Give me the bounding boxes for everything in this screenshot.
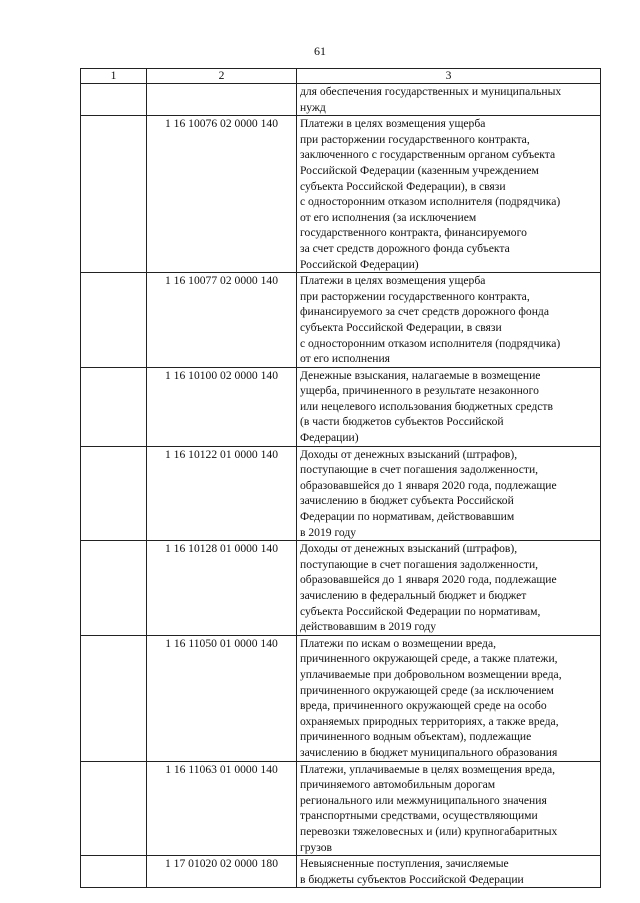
description-line: Платежи по искам о возмещении вреда, (300, 636, 496, 650)
description-line: Денежные взыскания, налагаемые в возмещение (300, 368, 541, 382)
description-line: поступающие в счет погашения задолженности, (300, 463, 539, 477)
description-line: нужд (300, 100, 326, 114)
budget-code-cell: 1 17 01020 02 0000 180 (147, 856, 297, 888)
description-cell (297, 541, 601, 636)
description-line: ущерба, причиненного в результате незаконного (300, 384, 539, 398)
description-line: регионального или межмуниципального значения (300, 793, 547, 807)
description-line: Доходы от денежных взысканий (штрафов), (300, 542, 518, 556)
table-row (81, 635, 601, 761)
budget-code-cell: 1 16 11063 01 0000 140 (147, 761, 297, 856)
header-col-3: 3 (297, 69, 601, 84)
description-line: при расторжении государственного контракта, (300, 289, 530, 303)
description-cell (297, 761, 601, 856)
description-line: Федерации по нормативам, действовавшим (300, 510, 515, 524)
description-cell (297, 116, 601, 273)
cell-col-1 (81, 856, 147, 888)
header-col-1: 1 (81, 69, 147, 84)
description-line: причиняемого автомобильным дорогам (300, 778, 496, 792)
budget-code-cell: 1 16 10077 02 0000 140 (147, 273, 297, 368)
description-line: Российской Федерации) (300, 257, 419, 271)
description-line: за счет средств дорожного фонда субъекта (300, 241, 510, 255)
description-line: образовавшейся до 1 января 2020 года, подлежащие (300, 573, 557, 587)
description-line: Платежи в целях возмещения ущерба (300, 117, 486, 131)
description-cell (297, 635, 601, 761)
description-line: Доходы от денежных взысканий (штрафов), (300, 447, 518, 461)
table-row (81, 84, 601, 116)
description-line: в бюджеты субъектов Российской Федерации (300, 872, 524, 886)
description-line: Платежи в целях возмещения ущерба (300, 274, 486, 288)
description-line: субъекта Российской Федерации), в связи (300, 179, 506, 193)
budget-code-cell: 1 16 10076 02 0000 140 (147, 116, 297, 273)
description-line: перевозки тяжеловесных и (или) крупногабаритных (300, 824, 558, 838)
description-line: уплачиваемые при добровольном возмещении вреда, (300, 667, 562, 681)
description-line: образовавшейся до 1 января 2020 года, подлежащие (300, 478, 557, 492)
description-line: при расторжении государственного контракта, (300, 132, 530, 146)
description-line: субъекта Российской Федерации, в связи (300, 320, 502, 334)
description-line: для обеспечения государственных и муниципальных (300, 85, 562, 98)
table-row (81, 446, 601, 541)
table-row (81, 856, 601, 888)
description-line: субъекта Российской Федерации по нормативам, (300, 604, 541, 618)
description-cell (297, 856, 601, 888)
description-line: зачислению в бюджет муниципального образования (300, 745, 558, 759)
table-row (81, 273, 601, 368)
table-row (81, 367, 601, 446)
description-line: причиненного окружающей среде (за исключением (300, 683, 554, 697)
description-line: финансируемого за счет средств дорожного фонда (300, 305, 549, 319)
header-row (81, 69, 601, 84)
budget-code-cell (147, 84, 297, 116)
description-line: Невыясненные поступления, зачисляемые (300, 857, 509, 871)
description-line: от его исполнения (300, 352, 390, 366)
description-line: с односторонним отказом исполнителя (подрядчика) (300, 195, 561, 209)
description-line: с односторонним отказом исполнителя (подрядчика) (300, 336, 561, 350)
cell-col-1 (81, 84, 147, 116)
table-row (81, 761, 601, 856)
description-line: грузов (300, 840, 332, 854)
cell-col-1 (81, 367, 147, 446)
description-line: вреда, причиненного окружающей среде на особо (300, 699, 547, 713)
header-col-2: 2 (147, 69, 297, 84)
description-line: Платежи, уплачиваемые в целях возмещения вреда, (300, 762, 556, 776)
description-line: в 2019 году (300, 525, 357, 539)
description-cell (297, 84, 601, 116)
page-number: 61 (314, 44, 326, 58)
cell-col-1 (81, 541, 147, 636)
description-cell (297, 367, 601, 446)
description-cell (297, 446, 601, 541)
cell-col-1 (81, 116, 147, 273)
cell-col-1 (81, 761, 147, 856)
description-line: действовавшим в 2019 году (300, 620, 437, 634)
cell-col-1 (81, 635, 147, 761)
cell-col-1 (81, 273, 147, 368)
table-row (81, 541, 601, 636)
description-line: причиненного водным объектам), подлежащие (300, 730, 532, 744)
description-line: заключенного с государственным органом субъекта (300, 148, 556, 162)
table-row (81, 116, 601, 273)
description-line: зачислению в бюджет субъекта Российской (300, 494, 514, 508)
description-line: Российской Федерации (казенным учреждением (300, 163, 539, 177)
budget-code-cell: 1 16 10100 02 0000 140 (147, 367, 297, 446)
description-line: поступающие в счет погашения задолженности, (300, 557, 539, 571)
budget-code-cell: 1 16 11050 01 0000 140 (147, 635, 297, 761)
description-line: транспортными средствами, осуществляющими (300, 809, 538, 823)
description-line: от его исполнения (за исключением (300, 210, 477, 224)
description-line: зачислению в федеральный бюджет и бюджет (300, 589, 527, 602)
description-line: охраняемых природных территориях, а также вреда, (300, 714, 559, 728)
description-line: или нецелевого использования бюджетных средств (300, 399, 553, 413)
description-line: (в части бюджетов субъектов Российской (300, 415, 504, 429)
description-line: Федерации) (300, 431, 359, 445)
budget-code-cell: 1 16 10122 01 0000 140 (147, 446, 297, 541)
revenue-codes-table (80, 68, 601, 888)
description-cell (297, 273, 601, 368)
budget-code-cell: 1 16 10128 01 0000 140 (147, 541, 297, 636)
cell-col-1 (81, 446, 147, 541)
description-line: причиненного окружающей среде, а также платежи, (300, 652, 558, 666)
description-line: государственного контракта, финансируемого (300, 226, 527, 240)
